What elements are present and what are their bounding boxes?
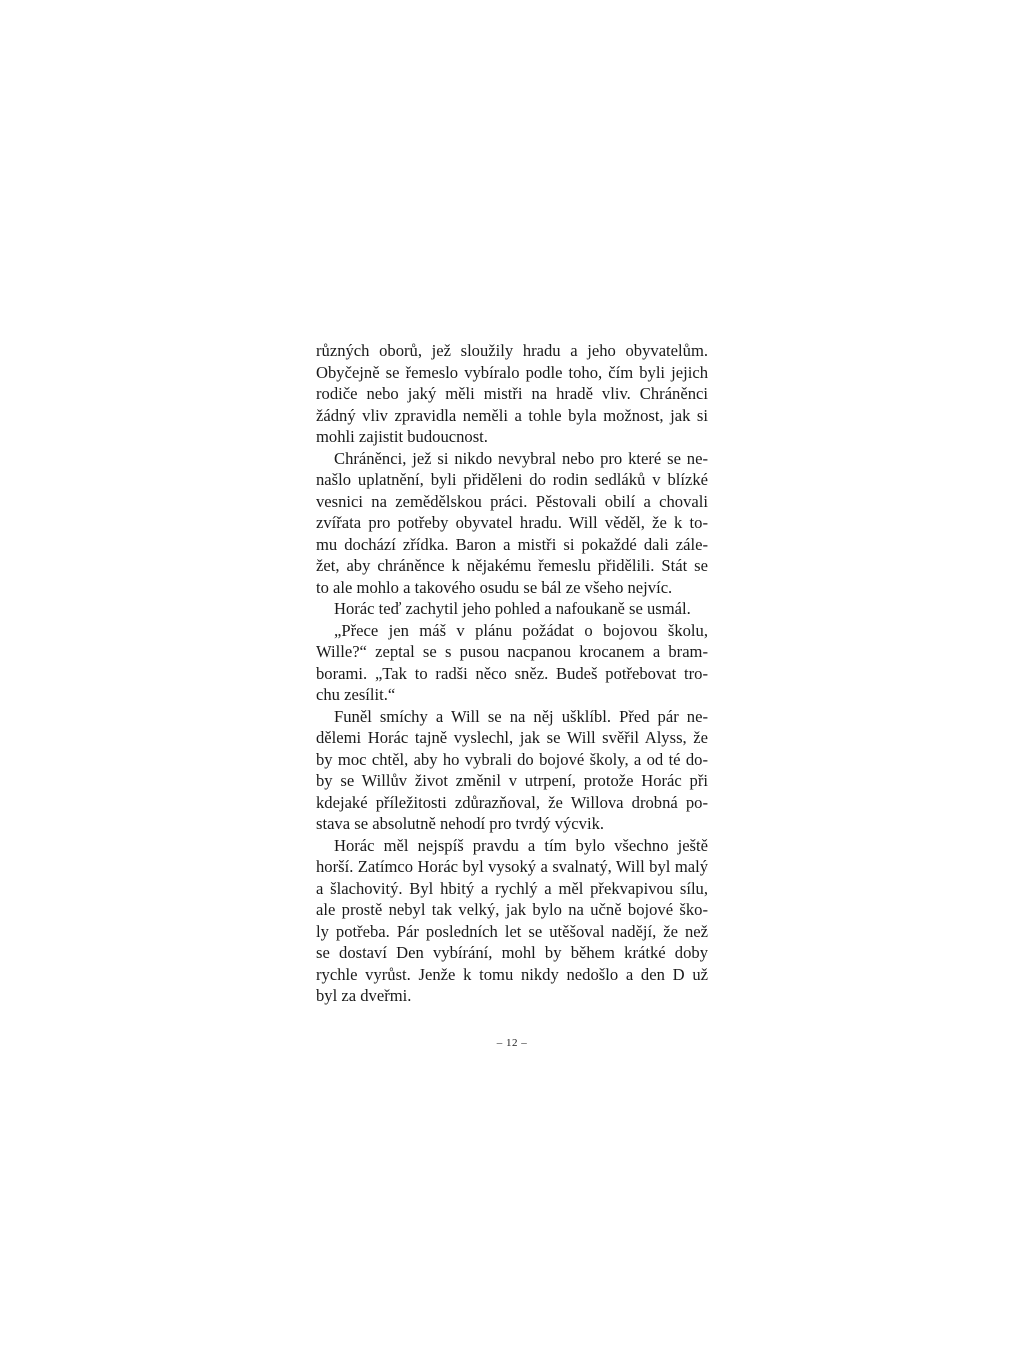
- text-line: rychle vyrůst. Jenže k tomu nikdy nedošlo a den D už: [316, 964, 708, 984]
- paragraph: [316, 448, 708, 599]
- paragraph: [316, 620, 708, 706]
- paragraph: [316, 835, 708, 1007]
- text-line: stava se absolutně nehodí pro tvrdý výcvik.: [316, 814, 605, 833]
- text-line: mohli zajistit budoucnost.: [316, 427, 488, 446]
- paragraph: [316, 598, 708, 620]
- text-line: Wille?“ zeptal se s pusou nacpanou krocanem a bram-: [316, 642, 708, 661]
- text-line: vesnici na zemědělskou práci. Pěstovali obilí a chovali: [316, 491, 708, 511]
- text-line: „Přece jen máš v plánu požádat o bojovou školu,: [334, 620, 708, 640]
- text-line: ale prostě nebyl tak velký, jak bylo na učně bojové ško-: [316, 900, 708, 919]
- text-line: byl za dveřmi.: [316, 986, 412, 1005]
- text-line: by se Willův život změnil v utrpení, protože Horác při: [316, 771, 708, 790]
- page-number: – 12 –: [496, 1037, 528, 1049]
- text-line: ly potřeba. Pár posledních let se utěšoval nadějí, že než: [316, 921, 708, 941]
- text-line: rodiče nebo jaký měli mistři na hradě vliv. Chráněnci: [316, 384, 708, 403]
- text-line: dělemi Horác tajně vyslechl, jak se Will svěřil Alyss, že: [316, 728, 708, 747]
- text-line: Obyčejně se řemeslo vybíralo podle toho, čím byli jejich: [316, 362, 708, 382]
- text-line: různých oborů, jež sloužily hradu a jeho obyvatelům.: [316, 341, 708, 360]
- text-line: kdejaké příležitosti zdůrazňoval, že Willova drobná po-: [316, 792, 708, 812]
- text-line: zvířata pro potřeby obyvatel hradu. Will věděl, že k to-: [316, 513, 708, 532]
- text-line: Horác teď zachytil jeho pohled a nafoukaně se usmál.: [334, 599, 691, 618]
- paragraph: [316, 340, 708, 448]
- body-text: [316, 340, 708, 1007]
- text-line: našlo uplatnění, byli přiděleni do rodin sedláků v blízké: [316, 470, 708, 489]
- text-line: to ale mohlo a takového osudu se bál ze všeho nejvíc.: [316, 577, 673, 597]
- text-line: se dostaví Den vybírání, mohl by během krátké doby: [316, 943, 708, 962]
- text-line: Horác měl nejspíš pravdu a tím bylo všechno ještě: [334, 835, 708, 855]
- text-line: mu dochází zřídka. Baron a mistři si pokaždé dali zále-: [316, 534, 708, 554]
- text-line: Chráněnci, jež si nikdo nevybral nebo pro které se ne-: [334, 448, 708, 468]
- text-line: žádný vliv zpravidla neměli a tohle byla možnost, jak si: [316, 405, 708, 425]
- text-line: horší. Zatímco Horác byl vysoký a svalnatý, Will byl malý: [316, 857, 708, 876]
- text-line: žet, aby chráněnce k nějakému řemeslu přidělili. Stát se: [316, 556, 708, 575]
- text-line: by moc chtěl, aby ho vybrali do bojové školy, a od té do-: [316, 749, 708, 769]
- paragraph: [316, 706, 708, 835]
- text-line: borami. „Tak to radši něco sněz. Budeš potřebovat tro-: [316, 663, 708, 683]
- text-line: chu zesílit.“: [316, 685, 396, 704]
- text-line: a šlachovitý. Byl hbitý a rychlý a měl překvapivou sílu,: [316, 878, 708, 898]
- text-line: Funěl smíchy a Will se na něj ušklíbl. Před pár ne-: [334, 706, 708, 726]
